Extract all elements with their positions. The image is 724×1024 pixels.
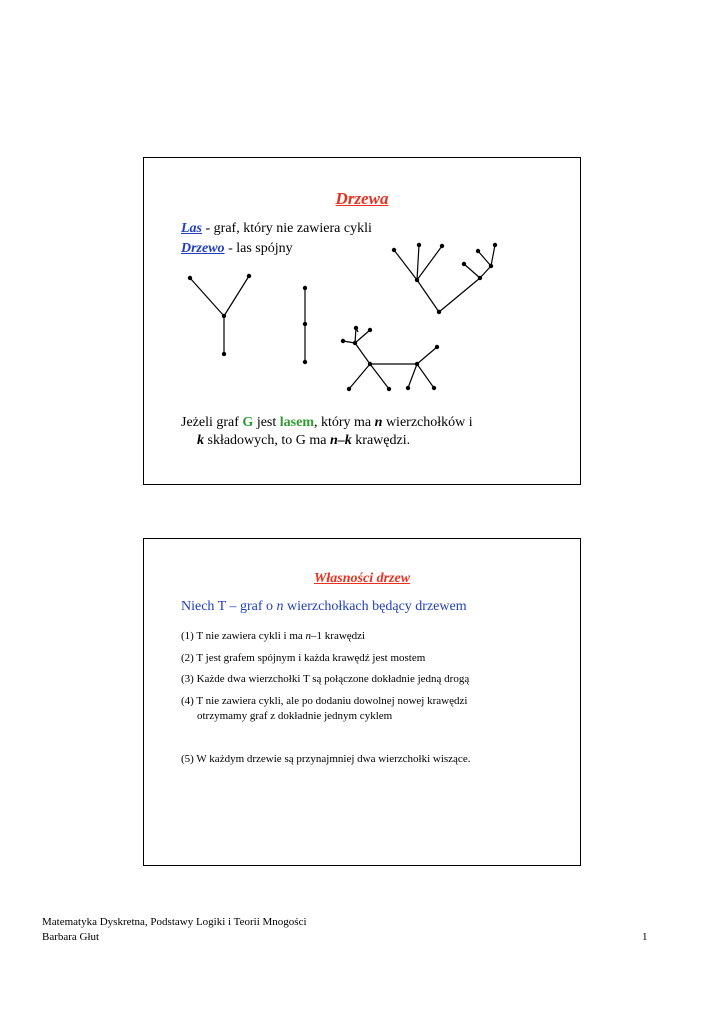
theorem-text: składowych, to G ma bbox=[204, 433, 330, 448]
theorem-text: , który ma bbox=[313, 415, 375, 430]
property-4: (4) T nie zawiera cykli, ale po dodaniu dowolnej nowej krawędzi bbox=[181, 695, 468, 707]
slide-wlasnosci-drzew bbox=[143, 538, 581, 866]
definition-drzewo-text: - las spójny bbox=[224, 241, 293, 256]
intro-line bbox=[181, 599, 467, 615]
theorem-text: jest bbox=[253, 415, 280, 430]
property-3: (3) Każde dwa wierzchołki T są połączone dokładnie jedną drogą bbox=[181, 673, 470, 685]
var-n-minus-k: n–k bbox=[329, 433, 352, 448]
var-n: n bbox=[276, 599, 284, 614]
page-number: 1 bbox=[642, 931, 648, 943]
property-text: –1 krawędzi bbox=[311, 630, 366, 642]
property-2: (2) T jest grafem spójnym i każda krawędź jest mostem bbox=[181, 652, 426, 664]
var-n: n bbox=[305, 630, 312, 642]
theorem-text: Jeżeli graf bbox=[181, 415, 243, 430]
property-5: (5) W każdym drzewie są przynajmniej dwa wierzchołki wiszące. bbox=[181, 753, 471, 765]
graph-g: G bbox=[242, 415, 254, 430]
footer-course: Matematyka Dyskretna, Podstawy Logiki i Teorii Mnogości bbox=[42, 916, 307, 928]
theorem-line-1 bbox=[181, 415, 473, 431]
term-drzewo: Drzewo bbox=[181, 241, 225, 256]
slide-drzewa bbox=[143, 157, 581, 485]
intro-text: wierzchołkach będący drzewem bbox=[283, 599, 467, 614]
theorem-text: wierzchołków i bbox=[382, 415, 473, 430]
footer-author: Barbara Głut bbox=[42, 931, 100, 943]
tree-lower bbox=[343, 328, 437, 389]
definition-las-text: - graf, który nie zawiera cykli bbox=[202, 221, 372, 236]
term-las: Las bbox=[181, 221, 202, 236]
property-4-continued: otrzymamy graf z dokładnie jednym cyklem bbox=[197, 710, 393, 722]
property-text: (1) T nie zawiera cykli i ma bbox=[181, 630, 306, 642]
term-lasem: lasem bbox=[279, 415, 314, 430]
theorem-line-2 bbox=[197, 433, 410, 449]
tree-y-shape bbox=[190, 276, 249, 354]
var-k: k bbox=[197, 433, 204, 448]
slide-title: Drzewa bbox=[335, 189, 389, 208]
var-n: n bbox=[374, 415, 383, 430]
theorem-text: krawędzi. bbox=[351, 433, 411, 448]
slide-title: Własności drzew bbox=[313, 571, 411, 586]
intro-text: Niech T – graf o bbox=[181, 599, 277, 614]
property-1 bbox=[181, 630, 365, 642]
